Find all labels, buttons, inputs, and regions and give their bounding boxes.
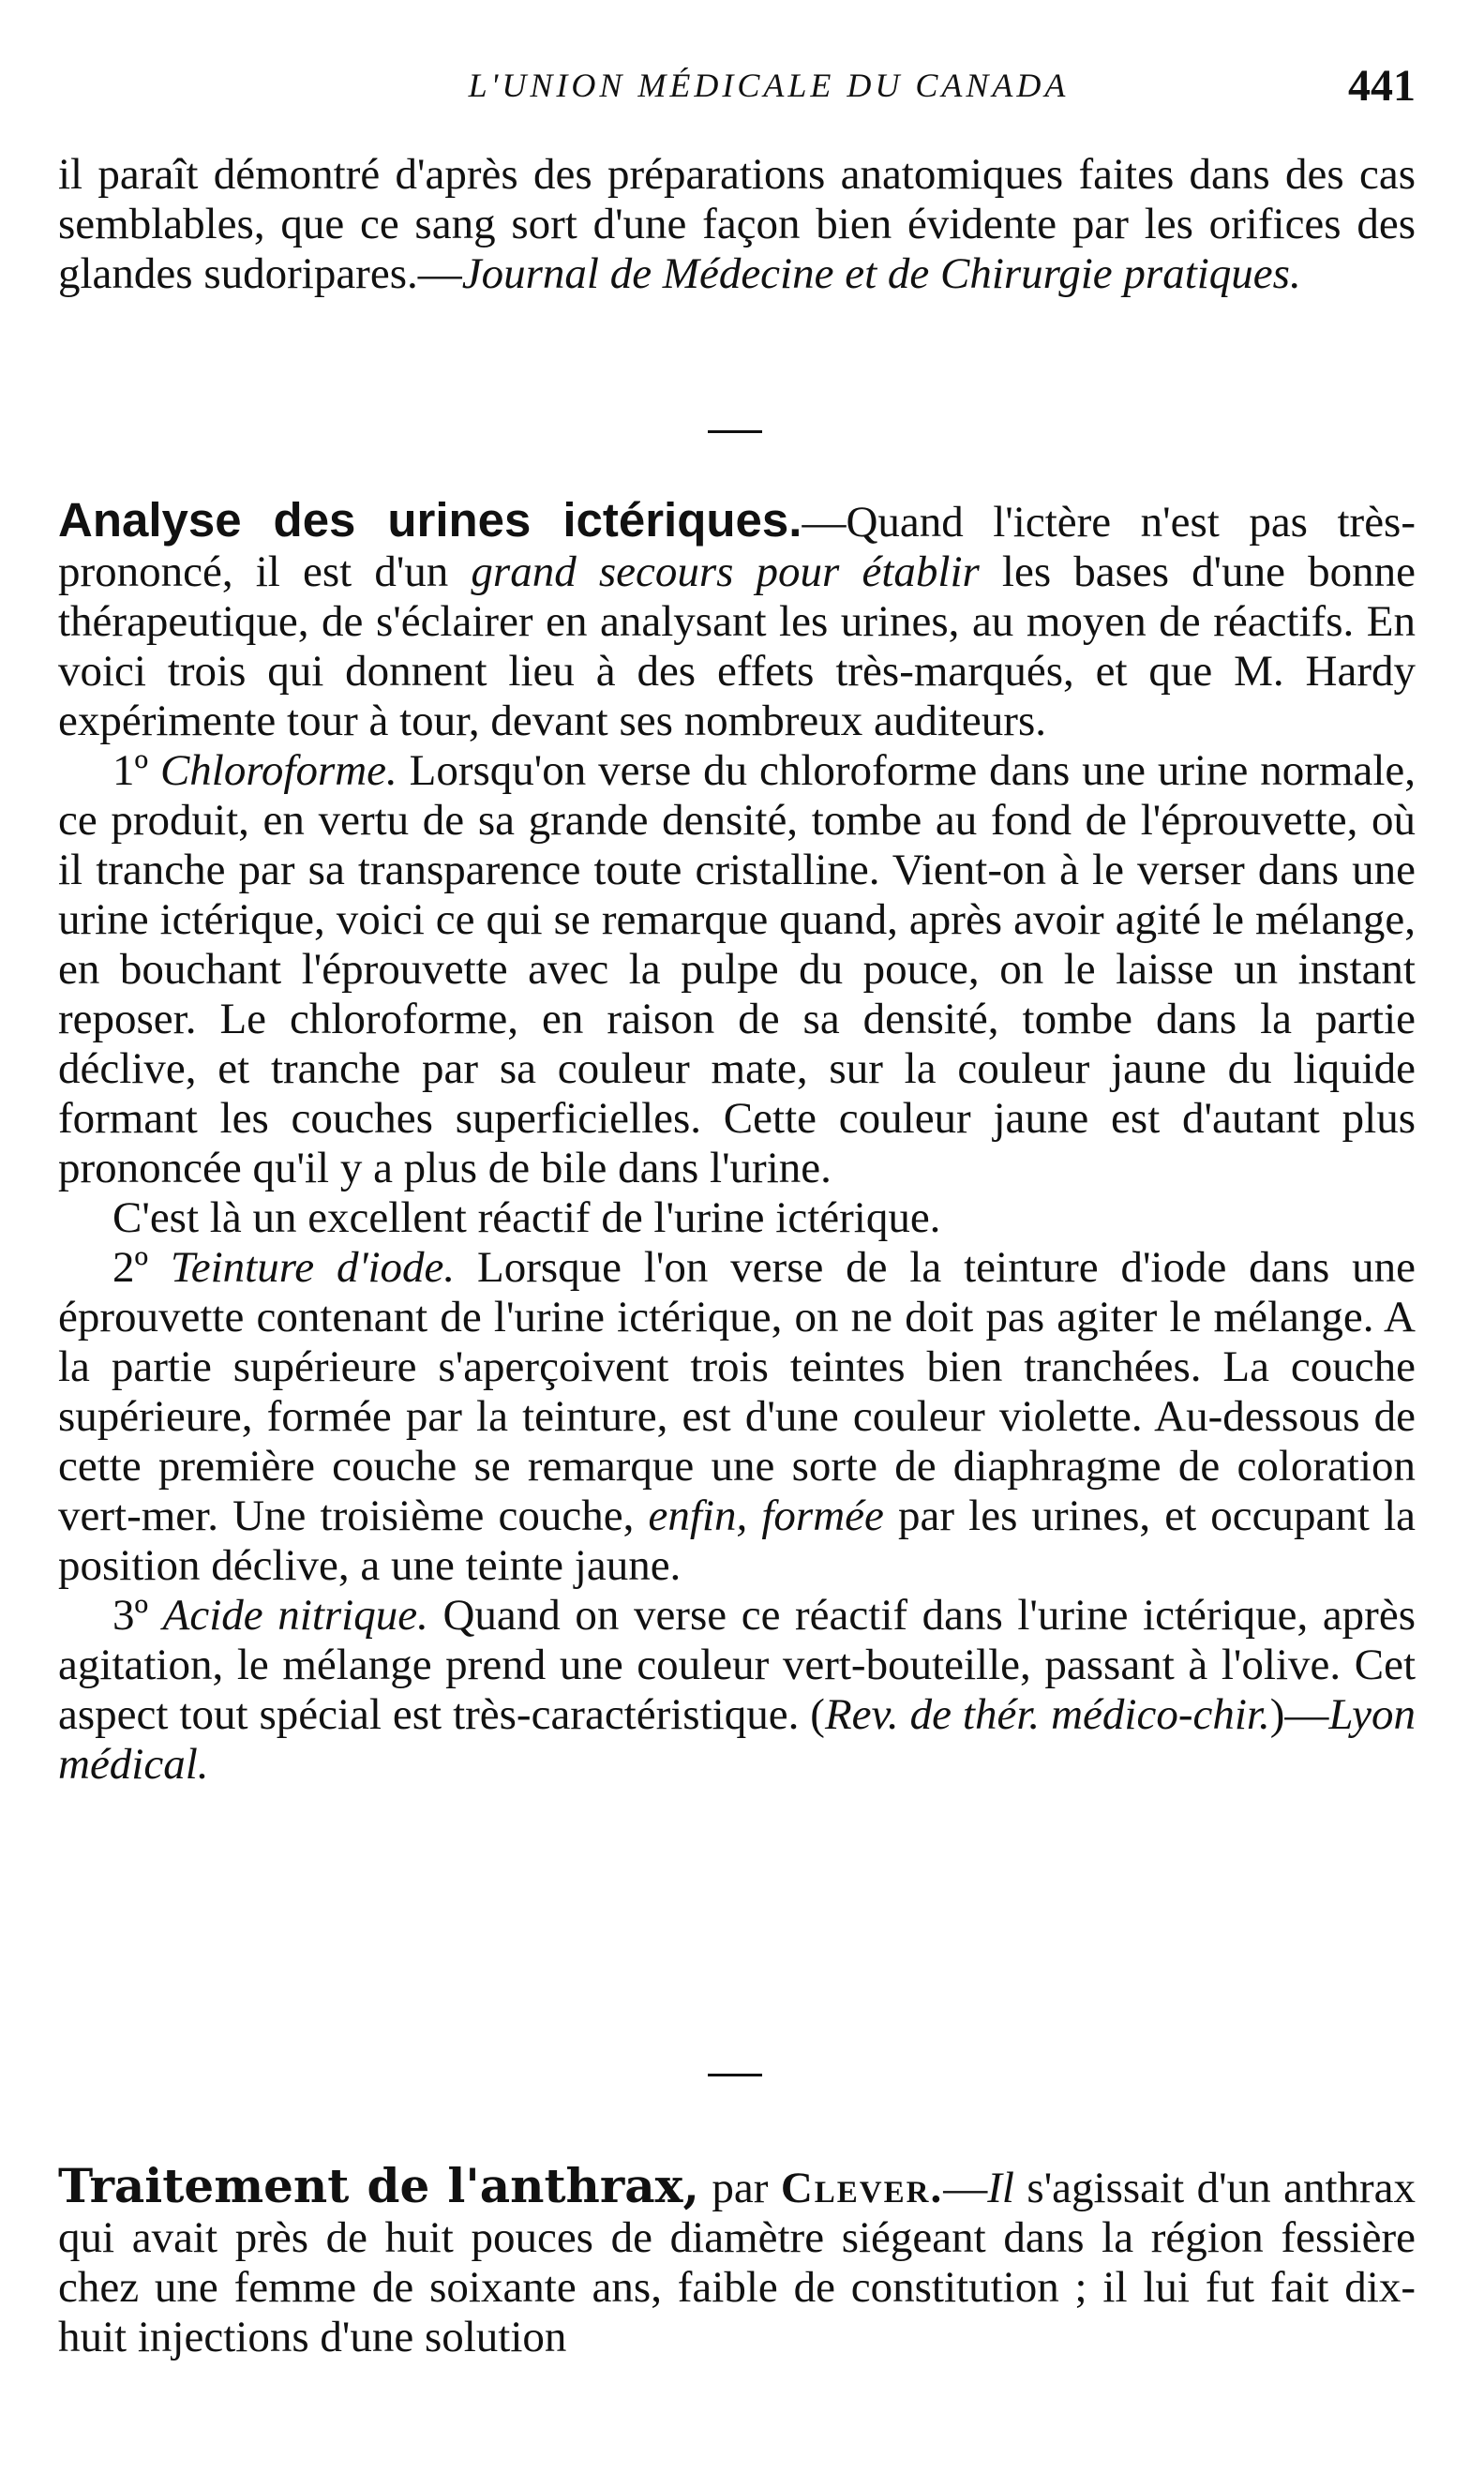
section-separator xyxy=(708,2074,762,2076)
item-name: Teinture d'iode. xyxy=(170,1243,456,1292)
previous-article-source: Journal de Médecine et de Chirurgie pratiques. xyxy=(461,249,1301,298)
article-intro-italic: grand secours pour établir xyxy=(471,547,980,596)
item-number: 1º xyxy=(112,746,160,795)
item-text: Quand on verse ce réactif dans l'urine ictérique, après agitation, le mélange prend une couleur vert-bouteille, passant à l'olive. Cet aspect tout spécial est très-caractéristique. ( xyxy=(58,1591,1416,1739)
page-number: 441 xyxy=(1348,61,1416,111)
running-head xyxy=(56,61,1434,122)
item-number: 2º xyxy=(112,1243,171,1292)
article-anthrax xyxy=(58,2158,1417,2362)
item-number: 3º xyxy=(112,1591,163,1640)
item-text-rest: par les urines, et occupant la position déclive, a une teinte jaune. xyxy=(58,1491,1416,1590)
section-separator xyxy=(708,430,762,433)
previous-article-text: il paraît démontré d'après des préparations anatomiques faites dans des cas semblables, que ce sang sort d'une façon bien évidente par les orifices des glandes sudoripares.— xyxy=(58,150,1416,298)
item-name: Acide nitrique. xyxy=(162,1591,428,1640)
article-author: Clever. xyxy=(780,2164,944,2212)
article-title: Analyse des urines ictériques. xyxy=(58,493,802,547)
article-by: par xyxy=(698,2164,781,2212)
article-urines xyxy=(58,495,1416,1790)
article-dash: — xyxy=(943,2164,988,2212)
item-name: Chloroforme. xyxy=(159,746,397,795)
article-text: s'agissait d'un anthrax qui avait près de huit pouces de diamètre siégeant dans la région fessière chez une femme de soixante ans, faible de constitution ; il lui fut fait dix-huit injections d'une solution xyxy=(58,2164,1417,2361)
article-intro-italic: Il xyxy=(987,2164,1014,2212)
item-text-italic: enfin, formée xyxy=(648,1491,884,1540)
item-source: Lyon médical. xyxy=(58,1690,1416,1789)
item-text: Lorsqu'on verse du chloroforme dans une urine normale, ce produit, en vertu de sa grande densité, tombe au fond de l'éprouvette, où il tranche par sa transparence toute cristalline. Vient-on à le verser dans une urine ictérique, voici ce qui se remarque quand, après avoir agité le mélange, en bouchant l'éprouvette avec la pulpe du pouce, on le laisse un instant reposer. Le chloroforme, en raison de sa densité, tombe dans la partie déclive, et tranche par sa couleur mate, sur la couleur jaune du liquide formant les couches superficielles. Cette couleur jaune est d'autant plus prononcée qu'il y a plus de bile dans l'urine. xyxy=(58,746,1416,1192)
item-text: Lorsque l'on verse de la teinture d'iode dans une éprouvette contenant de l'urine ictérique, on ne doit pas agiter le mélange. A la partie supérieure s'aperçoivent trois teintes bien tranchées. La couche supérieure, formée par la teinture, est d'une couleur violette. Au-dessous de cette première couche se remarque une sorte de diaphragme de coloration vert-mer. Une troisième couche, xyxy=(58,1243,1417,1540)
item-source: Rev. de thér. médico-chir. xyxy=(824,1690,1270,1739)
item-conclusion: C'est là un excellent réactif de l'urine ictérique. xyxy=(112,1193,941,1242)
article-title: Traitement de l'anthrax, xyxy=(58,2158,699,2213)
item-source-dash: )— xyxy=(1269,1690,1329,1739)
article-intro-rest: les bases d'une bonne thérapeutique, de s'éclairer en analysant les urines, au moyen de réactifs. En voici trois qui donnent lieu à des effets très-marqués, et que M. Hardy expérimente tour à tour, devant ses nombreux auditeurs. xyxy=(58,547,1416,745)
article-intro: —Quand l'ictère n'est pas très-prononcé, il est d'un xyxy=(58,498,1416,596)
previous-article-end xyxy=(58,150,1416,299)
running-title: L'UNION MÉDICALE DU CANADA xyxy=(468,67,1070,104)
